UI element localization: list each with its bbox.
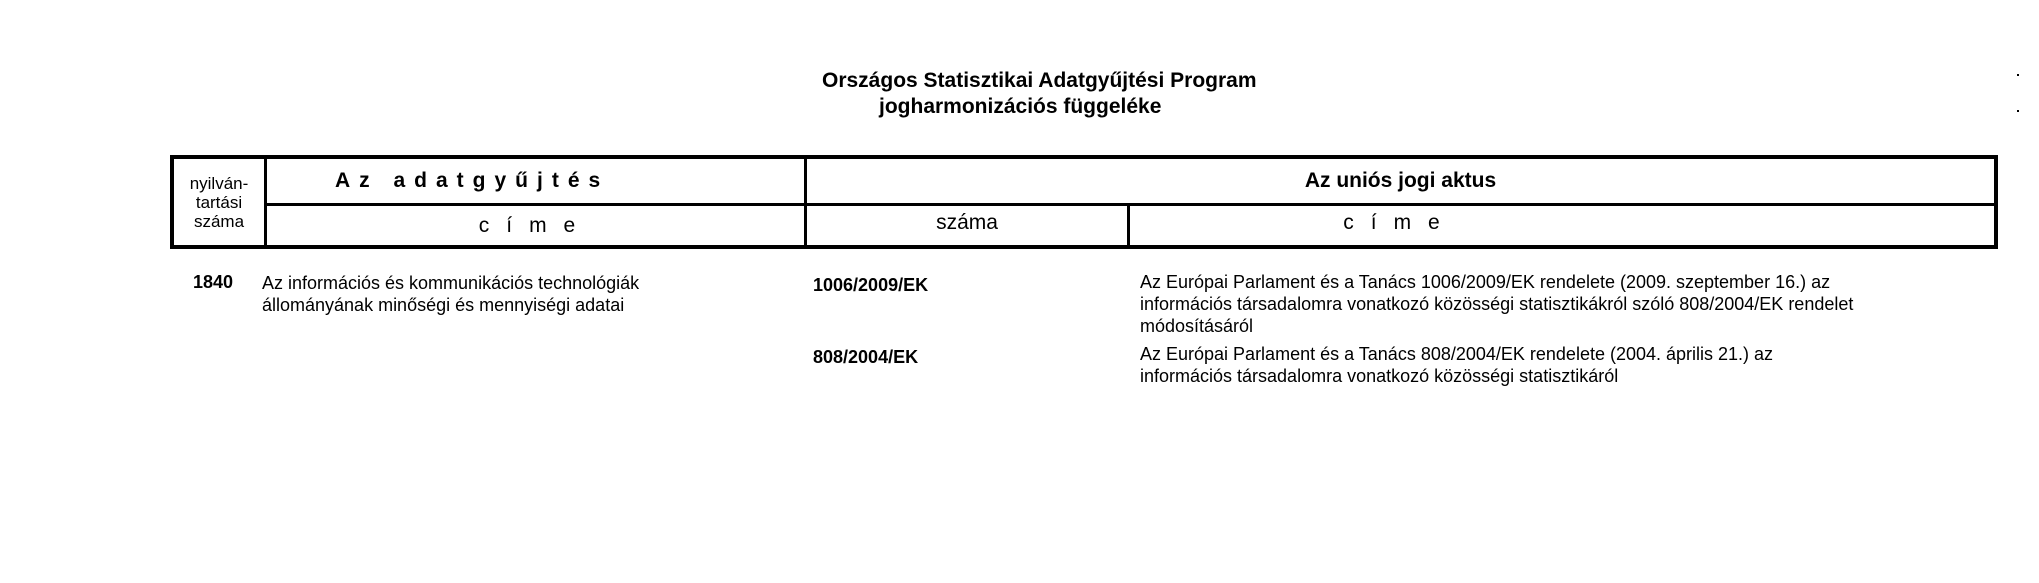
header-aktus-szama: száma bbox=[936, 210, 998, 234]
text-line: Az Európai Parlament és a Tanács 1006/2009/EK rendelete (2009. szeptember 16.) az bbox=[1140, 272, 1831, 292]
page-subtitle: jogharmonizációs függeléke bbox=[879, 95, 1162, 118]
text-line: állományának minőségi és mennyiségi adatai bbox=[262, 295, 625, 315]
header-adatgyujtes: Az adatgyűjtés bbox=[335, 169, 610, 192]
header-nyilvantartasi-szama bbox=[174, 159, 264, 245]
edge-mark bbox=[2017, 74, 2019, 76]
row-nyilvantartasi-szam: 1840 bbox=[193, 272, 234, 292]
header-nyilv-line: tartási bbox=[195, 192, 243, 212]
act-szama: 808/2004/EK bbox=[813, 347, 919, 367]
page-title: Országos Statisztikai Adatgyűjtési Program bbox=[822, 69, 1257, 92]
act-szama: 1006/2009/EK bbox=[813, 275, 929, 295]
text-line: módosításáról bbox=[1140, 316, 1254, 336]
header-adatgyujtes-cime: címe bbox=[478, 213, 593, 237]
header-aktus-cime: címe bbox=[1343, 210, 1457, 234]
header-unios-jogi-aktus: Az uniós jogi aktus bbox=[1304, 169, 1497, 192]
text-line: Az információs és kommunikációs technológiák bbox=[262, 273, 640, 293]
edge-mark bbox=[2017, 110, 2019, 112]
header-nyilv-line: nyilván- bbox=[189, 173, 249, 193]
header-nyilv-line: száma bbox=[193, 211, 245, 231]
text-line: információs társadalomra vonatkozó közösségi statisztikákról szóló 808/2004/EK rendelet bbox=[1140, 294, 1854, 314]
text-line: információs társadalomra vonatkozó közösségi statisztikáról bbox=[1140, 366, 1619, 386]
text-line: Az Európai Parlament és a Tanács 808/2004/EK rendelete (2004. április 21.) az bbox=[1140, 344, 1774, 364]
table-header bbox=[170, 155, 1998, 249]
